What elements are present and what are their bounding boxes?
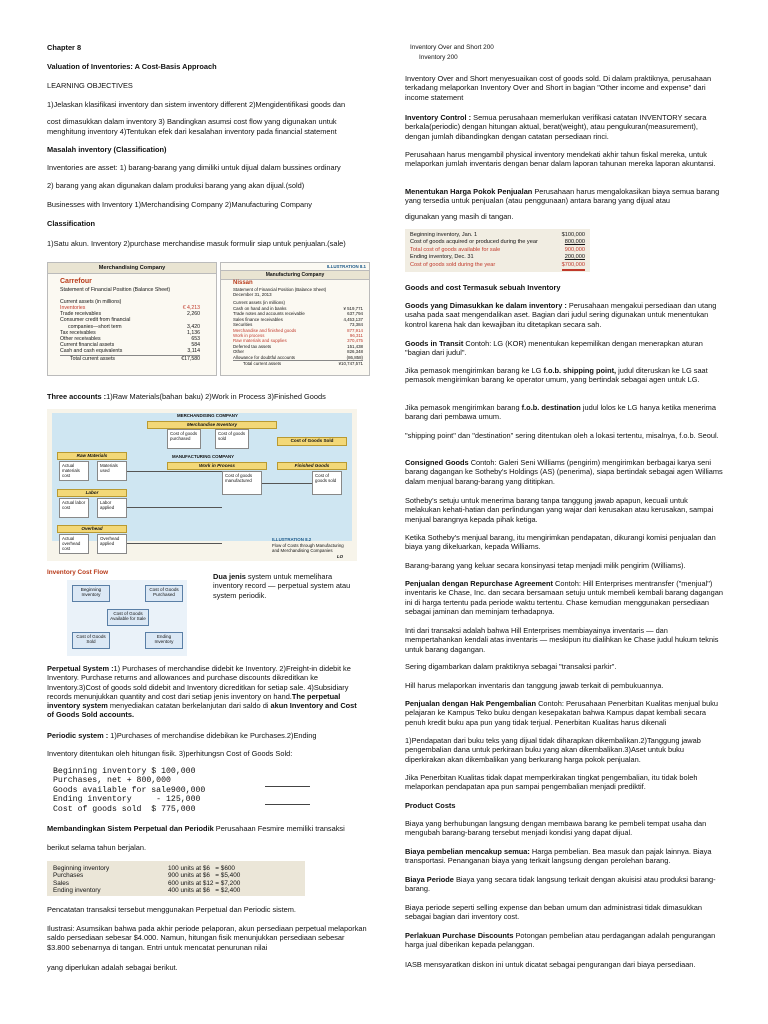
shipping-point-paragraph: "shipping point" dan "destination" sering ditentukan oleh a lokasi tertentu, misalnya, f.o.b. Seoul. <box>405 431 719 440</box>
product-costs-heading: Product Costs <box>405 801 456 810</box>
biaya-pembelian-label: Biaya pembelian mencakup semua: <box>405 847 530 856</box>
biaya-yang-paragraph: Biaya yang berhubungan langsung dengan membawa barang ke pembeli tempat usaha dan mengubah barang-barang tersebut menjadi kondisi yang dapat dijual. <box>405 819 707 838</box>
row-label: Inventories <box>60 305 86 311</box>
icf-ending-inventory: Ending Inventory <box>145 632 183 649</box>
row-value: ¥10,747,571 <box>338 361 363 367</box>
dua-jenis-text: system untuk memelihara inventory record — perpetual system atau system periodik. <box>213 572 351 600</box>
inventory-cost-flow-figure <box>47 569 197 654</box>
row-value: 400 units at $6 = $2,400 <box>168 887 241 895</box>
row-value: $100,000 <box>561 232 585 238</box>
three-accounts-label: Three accounts : <box>47 392 107 401</box>
row-label: Beginning inventory, Jan. 1 <box>410 232 478 238</box>
table-row <box>53 880 298 887</box>
learning-objectives-heading: LEARNING OBJECTIVES <box>47 81 133 90</box>
fob-shipping-label: f.o.b. shipping point, <box>543 366 617 375</box>
row-label: Trade receivables <box>60 311 102 318</box>
purchase-discounts-label: Perlakuan Purchase Discounts <box>405 931 514 940</box>
goods-cost-heading: Goods and cost Termasuk sebuah Inventory <box>405 283 561 292</box>
flow-of-costs-figure <box>47 409 357 561</box>
row-label: companies—short term <box>68 323 122 330</box>
cost-goods-sold-box-merch: Cost of goods sold <box>215 429 249 449</box>
mfg-rows <box>233 306 363 366</box>
table-row <box>410 254 585 261</box>
biaya-periode-paragraph <box>405 875 723 894</box>
cogs-line: Purchases, net + 800,000 <box>53 776 171 786</box>
fob-destination-a: Jika pemasok mengirimkan barang <box>405 403 522 412</box>
membandingkan-line <box>47 824 367 833</box>
ios-paragraph: Inventory Over and Short menyesuaikan cost of goods sold. Di dalam praktiknya, perusahaan terkadang melaporkan Inventory Over and Short in bagian "Other income and expense" dari income statement <box>405 74 712 102</box>
row-label: Other <box>233 349 244 355</box>
cogs-line: Beginning inventory $ 100,000 <box>53 767 196 776</box>
row-value: ¥ 519,771 <box>343 306 363 311</box>
mhpp-paragraph <box>405 187 723 206</box>
barang-barang-paragraph: Barang-barang yang keluar secara konsinyasi tetap menjadi milik pengirim (Williams). <box>405 561 686 570</box>
ios-entry-2: Inventory 200 <box>419 54 458 61</box>
biaya-periode-label: Biaya Periode <box>405 875 454 884</box>
businesses-line: Businesses with Inventory 1)Merchandising Company 2)Manufacturing Company <box>47 200 312 209</box>
table-row <box>60 355 200 362</box>
row-value: €17,580 <box>181 355 200 362</box>
row-label: Tax receivables <box>60 329 96 336</box>
row-value: 100 units at $6 = $600 <box>168 865 235 872</box>
row-label: Purchases <box>53 872 84 880</box>
row-label: Sales <box>53 879 69 887</box>
cogs-summary-box <box>405 229 590 272</box>
periodic-label: Periodic system : <box>47 731 109 740</box>
assets-line-1: Inventories are asset: 1) barang-barang yang dimiliki untuk dijual dalam bussines ordinary <box>47 163 341 172</box>
table-row <box>410 232 585 239</box>
cost-of-goods-sold-account: Cost of Goods Sold <box>277 437 347 446</box>
yang-diperlukan-line: yang diperlukan adalah sebagai berikut. <box>47 963 178 972</box>
row-label: Total current assets <box>243 361 282 367</box>
dua-jenis-label: Dua jenis <box>213 572 246 581</box>
purchase-discounts-paragraph <box>405 931 723 950</box>
row-label: Ending inventory <box>53 887 101 895</box>
row-label: Raw materials and supplies <box>233 338 287 344</box>
merch-rows <box>60 305 200 362</box>
perpetual-label-3: akun Inventory and Cost of Goods Sold accounts. <box>47 701 357 720</box>
merchandising-company-figure <box>47 262 217 376</box>
masalah-heading: Masalah inventory (Classification) <box>47 145 167 154</box>
row-value: 370,475 <box>347 338 363 344</box>
fob-destination-paragraph <box>405 403 723 422</box>
row-label: Current financial assets <box>60 342 115 349</box>
row-label: Trade notes and accounts receivable <box>233 311 305 317</box>
cogs-summary-rows <box>410 232 585 271</box>
flow-illustration-caption: Flow of Costs through Manufacturing and Merchandising Companies <box>272 543 344 554</box>
membandingkan-text: Perusahaan Fesmire memiliki transaksi <box>213 824 345 833</box>
goods-dimasukkan-text: Perusahaan mengakui persediaan dan utang usaha pada saat mengendalikan aset. Bagian dari judul sering digunakan untuk menentukan kontrol karena hak dan kewajiban itu ditetapkan secara sah. <box>405 301 717 329</box>
biaya-periode-seperti-paragraph: Biaya periode seperti selling expense dan beban umum dan administrasi tidak dimasukkan sebagai bagian dari inventory cost. <box>405 903 703 922</box>
arrow-overhead-to-wip <box>127 543 222 544</box>
consigned-goods-text: Contoh: Galeri Seni Williams (pengirim) mengirimkan berbagai karya seni barang dagangan ke Sotheby's Holdings (AS) (penerima), siapa bertindak sebagai agen Williams dalam menjual barang-barang yang dititipkan. <box>405 458 723 486</box>
sering-paragraph: Sering digambarkan dalam praktiknya sebagai "transaksi parkir". <box>405 662 617 671</box>
inti-paragraph: Inti dari transaksi adalah bahwa Hill Enterprises membiayainya inventaris — dan mempertahankan kendali atas inventaris — meskipun itu dialihkan ke Chase judul hukum teknis untuk barang dagangan. <box>405 626 719 654</box>
biaya-pembelian-text: Harga pembelian. Bea masuk dan pajak lainnya. Biaya transportasi. Penanganan biaya yang terkait langsung dengan perolehan barang. <box>405 847 712 866</box>
hak-pengembalian-label: Penjualan dengan Hak Pengembalian <box>405 699 537 708</box>
pendapatan-paragraph: 1)Pendapatan dari buku teks yang dijual tidak diharapkan dikembalikan.2)Tanggung jawab pengembalian dana untuk perkiraan buku yang akan dikembalikan.3)Aset untuk buku diperkirakan akan dikembalikan yang berkurang harga pokok penjualan. <box>405 736 701 764</box>
classification-text: 1)Satu akun. Inventory 2)purchase merchandise masuk formulir siap untuk penjualan.(sale) <box>47 239 346 248</box>
mfg-illustration-label: ILLUSTRATION 8.1 <box>326 264 366 269</box>
row-label: Cash and cash equivalents <box>60 348 123 355</box>
wip-account: Work in Process <box>167 462 267 470</box>
manufacturing-company-figure <box>220 262 370 376</box>
finished-goods-account: Finished Goods <box>277 462 347 470</box>
repurchase-paragraph <box>405 579 723 616</box>
hak-pengembalian-paragraph <box>405 699 723 727</box>
overhead-applied-box: Overhead applied <box>97 534 127 554</box>
row-label: Beginning inventory <box>53 865 110 872</box>
learning-objectives-line-1: 1)Jelaskan klasifikasi inventory dan sistem inventory different 2)Mengidentifikasi goods dan <box>47 100 346 109</box>
row-label: Total cost of goods available for sale <box>410 246 501 253</box>
table-row <box>53 887 298 894</box>
row-value: € 4,213 <box>182 305 200 311</box>
consigned-goods-label: Consigned Goods <box>405 458 469 467</box>
row-value: 800,000 <box>564 239 585 246</box>
biaya-pembelian-paragraph <box>405 847 723 866</box>
icf-cost-goods-purchased: Cost of Goods Purchased <box>145 585 183 602</box>
learning-objectives-line-2: cost dimasukkan dalam inventory 3) Bandingkan asumsi cost flow yang digunakan untuk <box>47 117 337 126</box>
row-label: Allowance for doubtful accounts <box>233 354 295 360</box>
assets-line-2: 2) barang yang akan digunakan dalam produksi barang yang akan dijual.(sold) <box>47 181 305 190</box>
raw-used-box: Materials used <box>97 461 127 481</box>
merch-heading: Current assets (in millions) <box>60 299 122 305</box>
fesmire-table <box>47 861 305 896</box>
purchase-discounts-text: Potongan pembelian atau perdagangan adalah pengurangan harga jual diberikan kepada pelanggan. <box>405 931 716 950</box>
fob-shipping-paragraph <box>405 366 723 385</box>
cogs-calculation-table <box>53 767 253 814</box>
lo-label: LO <box>337 554 344 559</box>
repurchase-text: Contoh: Hill Enterprises mentransfer ("menjual") inventaris ke Chase, Inc. dan secara bersamaan setuju untuk membeli kembali barang dagangan ini di harga tertentu pada periode waktu tertentu. Chase kemudian menggunakan persediaan sebagai jaminan dan meminjam terhadapnya. <box>405 579 723 616</box>
table-row <box>53 872 298 879</box>
three-accounts-text: 1)Raw Materials(bahan baku) 2)Work in Process 3)Finished Goods <box>106 392 326 401</box>
cogs-line: Cost of goods sold $ 775,000 <box>53 804 196 814</box>
row-value: 4,453,137 <box>343 316 363 322</box>
row-value: 96,311 <box>349 333 363 339</box>
ketika-paragraph: Ketika Sotheby's menjual barang, itu mengirimkan pendapatan, dikurangi komisi penjualan dan biaya yang dikeluarkan, kepada Williams. <box>405 533 716 552</box>
jika-penerbitan-paragraph: Jika Penerbitan Kualitas tidak dapat memperkirakan tingkat pengembalian, itu tidak boleh melaporkan pendapatan apa pun sampai pengembalian menjadi prediktif. <box>405 773 698 792</box>
fg-cost-box: Cost of goods sold <box>312 471 342 495</box>
ilustrasi-paragraph: Ilustrasi: Asumsikan bahwa pada akhir periode pelaporan, akun persediaan perpetual melaporkan saldo persediaan sebesar $4.000. Namun, hitungan fisik menunjukkan persediaan sebesar $3.800 sebenarnya di tangan. Entri untuk mencatat penurunan nilai <box>47 924 367 952</box>
fob-destination-c: judul lolos ke LG hanya ketika menerima barang dari pembawa umum. <box>405 403 716 422</box>
classification-heading: Classification <box>47 219 96 228</box>
goods-in-transit-label: Goods in Transit <box>405 339 464 348</box>
mfg-statement: Statement of Financial Position (Balance Sheet) <box>233 287 327 292</box>
mfg-company-title: MANUFACTURING COMPANY <box>172 454 235 459</box>
row-label: Total current assets <box>70 355 115 362</box>
table-row <box>53 865 298 872</box>
row-label: Cost of goods acquired or produced during the year <box>410 239 538 246</box>
hill-paragraph: Hill harus melaporkan inventaris dan tanggung jawab terkait di pembukuannya. <box>405 681 664 690</box>
cost-goods-purchased-box: Cost of goods purchased <box>167 429 201 449</box>
table-row <box>410 239 585 246</box>
labor-applied-box: Labor applied <box>97 498 127 518</box>
perpetual-label: Perpetual System : <box>47 664 114 673</box>
merch-company-title: MERCHANDISING COMPANY <box>177 413 238 418</box>
row-label: Sales finance receivables <box>233 316 283 322</box>
row-label: Merchandise and finished goods <box>233 327 297 333</box>
inventory-control-text: Semua perusahaan memerlukan verifikasi catatan INVENTORY secara berkala(periodic) dengan hitungan aktual, berat(weight), atau pengukuran(measurement), dengan jumlah dibandingkan dengan catatan persediaan rinci. <box>405 113 707 141</box>
row-value: $700,000 <box>562 262 585 271</box>
perusahaan-harus-paragraph: Perusahaan harus mengambil physical inventory mendekati akhir tahun fiskal mereka, untuk melaporkan jumlah inventaris dengan benar dalam laporan tahunan mereka laporan akuntansi. <box>405 150 716 169</box>
mhpp-label: Menentukan Harga Pokok Penjualan <box>405 187 533 196</box>
perpetual-paragraph <box>47 664 365 720</box>
mfg-figure-header: Manufacturing Company <box>221 270 369 280</box>
icf-goods-available: Cost of Goods Available for Sale <box>107 609 149 626</box>
perpetual-label-2: The perpetual inventory system <box>47 691 341 711</box>
table-row <box>410 262 585 271</box>
membandingkan-label: Membandingkan Sistem Perpetual dan Periodik <box>47 824 214 833</box>
row-label: Deferred tax assets <box>233 343 272 349</box>
inventory-control-label: Inventory Control : <box>405 113 472 122</box>
row-value: 1,136 <box>187 329 200 336</box>
merch-inventory-account: Merchandise Inventory <box>147 421 277 429</box>
pencatatan-line: Pencatatan transaksi tersebut menggunakan Perpetual dan Periodic sistem. <box>47 905 296 914</box>
icf-title: Inventory Cost Flow <box>47 569 109 576</box>
row-label: Cost of goods sold during the year <box>410 261 496 268</box>
learning-objectives-line-3: menghitung inventory 4)Tentukan efek dari kesalahan inventory pada financial statement <box>47 127 337 136</box>
labor-actual-box: Actual labor cost <box>59 498 89 518</box>
row-label: Work in process <box>233 333 265 339</box>
row-value: 584 <box>191 342 200 349</box>
fesmire-rows <box>53 865 298 895</box>
raw-materials-account: Raw Materials <box>57 452 127 460</box>
row-label: Cash on hand and in banks <box>233 306 287 311</box>
document-title: Valuation of Inventories: A Cost-Basis Approach <box>47 62 217 71</box>
icf-beginning-inventory: Beginning Inventory <box>72 585 110 602</box>
merch-company-name: Carrefour <box>60 278 92 285</box>
cogs-rule-2 <box>265 804 310 805</box>
fob-destination-label: f.o.b. destination <box>521 403 581 412</box>
ios-entry-1: Inventory Over and Short 200 <box>410 44 494 51</box>
overhead-actual-box: Actual overhead cost <box>59 534 89 554</box>
merch-statement: Statement of Financial Position (Balance Sheet) <box>60 287 171 293</box>
hak-pengembalian-text: Contoh: Perusahaan Penerbitan Kualitas menjual buku pelajaran ke Kampus Teko buku dengan kesepakatan bahwa Kampus dapat kembali secara penuh kredit buku apa pun yang tidak terjual. Penerbitan Kualitas harus dikenali <box>405 699 719 727</box>
row-value: (86,858) <box>346 354 363 360</box>
chapter-label: Chapter 8 <box>47 43 82 52</box>
row-label: Other receivables <box>60 336 101 343</box>
labor-account: Labor <box>57 489 127 497</box>
perpetual-text-2: menyediakan catatan berkelanjutan dari saldo di <box>107 701 271 711</box>
merch-figure-header: Merchandising Company <box>48 263 216 274</box>
icf-cost-goods-sold: Cost of Goods Sold <box>72 632 110 649</box>
three-accounts-line <box>47 392 377 401</box>
sotheby-paragraph: Sotheby's setuju untuk menerima barang tanpa tanggung jawab apapun, kecuali untuk melakukan kehati-hatian dan perlindungan yang wajar dari kerusakan atau kerusakan, sampai menjual barangnya kepada pihak ketiga. <box>405 496 714 524</box>
row-value: 653 <box>191 336 200 343</box>
cogs-rule-1 <box>265 786 310 787</box>
raw-actual-cost-box: Actual materials cost <box>59 461 89 481</box>
wip-cost-box: Cost of goods manufactured <box>222 471 262 495</box>
flow-illustration-label: ILLUSTRATION 8.2 <box>272 537 312 542</box>
mfg-heading: Current assets (in millions) <box>233 300 285 305</box>
row-value: 2,260 <box>187 311 200 318</box>
periodic-line-2: Inventory ditentukan oleh hitungan fisik. 3)perhitungsn Cost of Goods Sold: <box>47 749 293 758</box>
goods-in-transit-text: Contoh: LG (KOR) menentukan kepemilikan dengan menerapkan aturan "bagian dari judul". <box>405 339 703 358</box>
fob-shipping-a: Jika pemasok mengirimkan barang ke LG <box>405 366 544 375</box>
row-label: Ending inventory, Dec. 31 <box>410 254 474 261</box>
arrow-raw-to-wip <box>127 471 222 472</box>
row-value: 3,114 <box>187 348 200 355</box>
row-label: Securities <box>233 322 253 328</box>
mhpp-text: Perusahaan harus mengalokasikan biaya semua barang yang tersedia untuk penjualan (atau penggunaan) antara barang yang dijual atau <box>405 187 720 206</box>
dua-jenis-paragraph <box>213 572 363 600</box>
row-label: Consumer credit from financial <box>60 317 131 324</box>
consigned-goods-paragraph <box>405 458 723 486</box>
perpetual-text: 1) Purchases of merchandise didebit ke Inventory. 2)Freight-in didebit ke Inventory. Purchase returns and allowances and purchase discounts dikreditkan ke Inventory.3)Cost of goods sold didebit and Inventory dicreditkan for setiap sale. 4)Subsidiary records menunjukkan quantity and cost dari setiap jenis inventory on hand. <box>47 664 351 701</box>
overhead-account: Overhead <box>57 525 127 533</box>
row-value: 877,914 <box>347 327 363 333</box>
inventory-control-paragraph <box>405 113 723 141</box>
row-value: 900,000 <box>564 246 585 253</box>
mfg-company-name: Nissan <box>233 280 253 286</box>
row-value: 3,420 <box>187 323 200 330</box>
periodic-line-1 <box>47 731 365 740</box>
table-row <box>410 247 585 254</box>
biaya-periode-text: Biaya yang secara tidak langsung terkait dengan akuisisi atau produksi barang-barang. <box>405 875 716 894</box>
row-value: 600 units at $12 = $7,200 <box>168 879 241 887</box>
goods-in-transit-paragraph <box>405 339 723 358</box>
row-value: 151,438 <box>347 343 363 349</box>
arrow-labor-to-wip <box>127 507 222 508</box>
row-value: 73,384 <box>349 322 363 328</box>
mfg-date: December 31, 2013 <box>233 292 272 297</box>
repurchase-label: Penjualan dengan Repurchase Agreement <box>405 579 553 588</box>
goods-dimasukkan-label: Goods yang Dimasukkan ke dalam inventory : <box>405 301 567 310</box>
periodic-text: 1)Purchases of merchandise didebikan ke Purchases.2)Ending <box>110 731 317 740</box>
mhpp-line-2: digunakan yang masih di tangan. <box>405 212 514 221</box>
berikut-line: berikut selama tahun berjalan. <box>47 843 147 852</box>
row-value: 200,000 <box>564 254 585 261</box>
row-value: 900 units at $6 = $5,400 <box>168 872 241 880</box>
iasb-paragraph: IASB mensyaratkan diskon ini untuk dicatat sebagai pengurangan dari biaya persediaan. <box>405 960 696 969</box>
fob-shipping-c: judul diteruskan ke LG saat pemasok mengirimkan barang ke operator umum, yang bertindak sebagai agen untuk LG. <box>405 366 708 385</box>
cogs-line: Goods available for sale900,000 <box>53 785 206 795</box>
table-row <box>233 360 363 366</box>
row-value: 826,348 <box>347 349 363 355</box>
row-value: 637,794 <box>347 311 363 317</box>
goods-dimasukkan-paragraph <box>405 301 723 329</box>
arrow-wip-to-fg <box>262 483 312 484</box>
cogs-line: Ending inventory - 125,000 <box>53 795 201 805</box>
